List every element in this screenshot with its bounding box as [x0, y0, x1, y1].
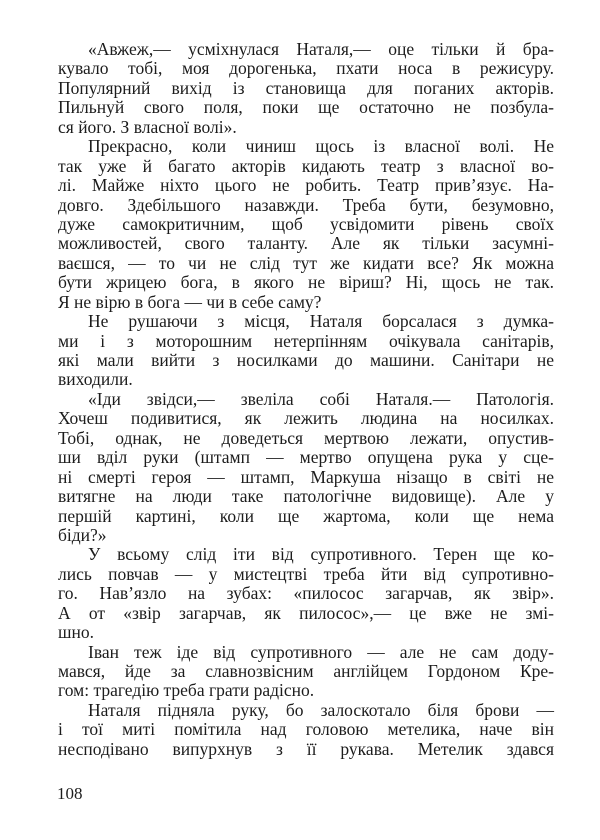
text-line: ваєшся, — то чи не слід тут же кидати все? Як можна [58, 252, 554, 273]
text-line: біди?» [58, 524, 107, 545]
text-line: Пильнуй свого поля, поки ще остаточно не позбула- [58, 97, 554, 118]
text-line: шно. [58, 622, 94, 643]
text-line: довго. Здебільшого назавжди. Треба бути, безумовно, [58, 194, 554, 215]
text-line: можливостей, свого таланту. Але як тільки засумні- [58, 233, 554, 254]
text-line: лі. Майже ніхто цього не робить. Театр прив’язує. На- [58, 175, 554, 196]
text-line: «Іди звідси,— звеліла собі Наталя.— Патологія. [88, 388, 554, 409]
text-line: Я не вірю в бога — чи в себе саму? [58, 291, 322, 312]
paragraph [58, 701, 554, 759]
text-line: ми і з моторошним нетерпінням очікувала санітарів, [58, 330, 554, 351]
text-line: витягне на люди таке патологічне видовище). Але у [58, 486, 554, 507]
paragraph [58, 137, 554, 312]
text-line: ся його. З власної волі». [58, 116, 237, 137]
text-line: Іван теж іде від супротивного — але не сам доду- [88, 641, 554, 662]
text-line: го. Нав’язло на зубах: «пилосос загарчав, як звір». [58, 583, 554, 604]
text-line: Не рушаючи з місця, Наталя борсалася з думка- [88, 311, 554, 332]
text-line: бути жрицею бога, в якого не віриш? Ні, щось не так. [58, 272, 554, 293]
text-line: і тої миті помітила над головою метелика, наче він [58, 719, 554, 740]
text-line: Хочеш подивитися, як лежить людина на носилках. [58, 408, 554, 429]
text-line: ши вділ руки (штамп — мертво опущена рука у сце- [58, 447, 554, 468]
book-page-text [58, 40, 554, 759]
text-line: лись повчав — у мистецтві треба йти від супротивно- [58, 563, 554, 584]
text-line: першій картині, коли ще жартома, коли ще нема [58, 505, 554, 526]
text-line: Популярний вихід із становища для поганих акторів. [58, 77, 554, 98]
text-line: які мали вийти з носилками до машини. Санітари не [58, 350, 554, 370]
text-line: «Авжеж,— усміхнулася Наталя,— оце тільки й бра- [88, 39, 554, 59]
text-line: Наталя підняла руку, бо залоскотало біля брови — [88, 699, 554, 720]
text-line: Прекрасно, коли чиниш щось із власної волі. Не [88, 136, 554, 157]
paragraph [58, 312, 554, 390]
text-line: мався, йде за славнозвісним англійцем Гордоном Кре- [58, 661, 554, 681]
text-line: кувало тобі, моя дорогенька, пхати носа в режисуру. [58, 58, 554, 79]
paragraph [58, 643, 554, 701]
text-line: У всьому слід іти від супротивного. Терен ще ко- [88, 544, 554, 565]
text-line: А от «звір загарчав, як пилосос»,— це вже не змі- [58, 602, 554, 623]
paragraph [58, 545, 554, 642]
text-line: ні смерті героя — штамп, Маркуша нізащо в світі не [58, 466, 554, 487]
text-line: гом: трагедію треба грати радісно. [58, 680, 315, 701]
text-line: Тобі, однак, не доведеться мертвою лежати, опустив- [58, 427, 554, 448]
page-number: 108 [57, 784, 83, 803]
text-line: так уже й багато акторів кидають театр з власної во- [58, 155, 554, 176]
paragraph [58, 390, 554, 546]
paragraph [58, 40, 554, 137]
text-line: виходили. [58, 369, 133, 390]
text-line: дуже самокритичним, щоб усвідомити рівень своїх [58, 213, 554, 234]
text-line: несподівано випурхнув з її рукава. Метелик здався [58, 738, 554, 759]
